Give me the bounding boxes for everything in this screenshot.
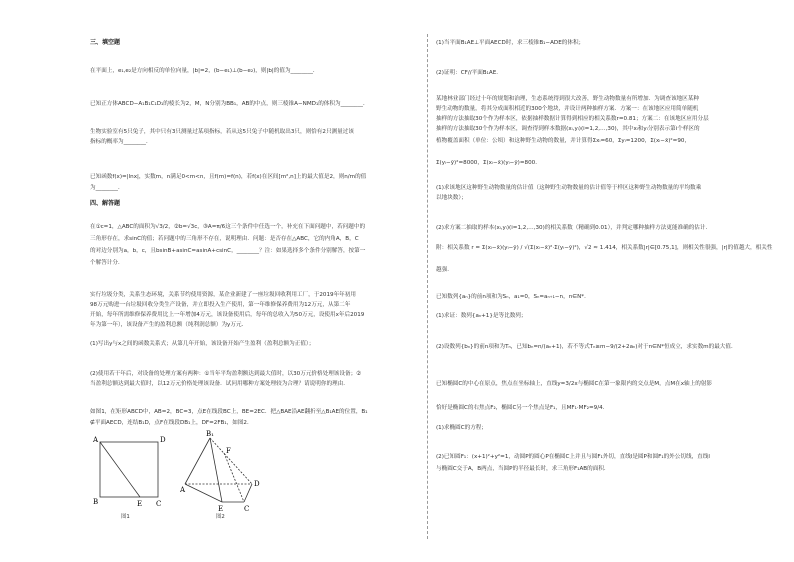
fig2-label-e: E	[218, 505, 224, 513]
question-22-line2: 恰好是椭圆C的右焦点F₂，椭圆C另一个焦点是F₁，且MF₁·MF₂=9/4．	[436, 405, 609, 411]
question-20-line6: Σ(yᵢ−ȳ)²=8000，Σ(xᵢ−x̄)(yᵢ−ȳ)=800．	[436, 160, 541, 166]
question-19-part2: (2)证明：CF//平面B₁AE．	[436, 70, 502, 76]
question-20-formula: 附：相关系数 r = Σ(xᵢ−x̄)(yᵢ−ȳ) / √(Σ(xᵢ−x̄)²·Σ(yᵢ−ȳ)²)，√2 ≈ 1.414，相关系数|r|∈[0.75,1]，则相关性很强，|r|的值越大，相关性	[436, 245, 773, 251]
question-20-line3: 抽样的方法抽取30个作为样本区，依据抽样数据计算得到相应的相关系数r=0.81；方案二：在该地区应用分层	[436, 116, 709, 122]
edge-b1d	[210, 438, 252, 484]
question-22-line1: 已知椭圆C的中心在原点，焦点在坐标轴上，直线y=3/2x与椭圆C在第一象限内的交点是M，点M在x轴上的射影	[436, 381, 713, 387]
figure-2-caption: 图2	[216, 514, 225, 520]
question-22-part2-line1: (2)已知圆F₁：(x+1)²+y²=1，动圆P的圆心P在椭圆C上并且与圆F₁外切，直线l是圆P和圆F₁的外公切线，直线l	[436, 454, 710, 460]
question-21-part1: (1)求证：数列{aₙ+1}是等比数列；	[436, 313, 527, 319]
fig2-label-b1: B₁	[206, 430, 214, 438]
edge-b1a	[185, 438, 210, 484]
question-19-line1: 如图1，在矩形ABCD中，AB=2，BC=3，点E在线段BC上，BE=2EC．把△BAE沿AE翻折至△B₁AE的位置，B₁	[90, 409, 368, 415]
question-17-line3: 的对边分别为a，b，c，且bsinB+asinC=asinA+csinC，________？注：如果选择多个条件分别解答，按第一	[90, 248, 366, 254]
section-solve: 四、解答题	[90, 200, 121, 207]
question-20-line2: 野生动物的数量，将其分成面积相近的300个地块，并设计两种抽样方案．方案一：在该地区应用简单随机	[436, 106, 699, 112]
question-21-line1: 已知数列{aₙ}的前n项和为Sₙ，a₁=0，Sₙ=aₙ₊₁−n，n∈N*．	[436, 294, 590, 300]
question-18-part2-line2: 当盈利总额达到最大值时，以12万元价格处理该设备．试问用哪种方案处理较为合理？请说明你的理由．	[90, 381, 349, 387]
question-15-line1: 生物实验室有5只兔子，其中只有3只测量过某项指标，若从这5只兔子中随机取出3只，则恰有2只测量过该	[90, 129, 354, 135]
question-20-part1-line2: 以地块数）；	[436, 195, 467, 201]
question-17-line4: 个解答计分．	[90, 260, 124, 266]
edge-cd	[244, 484, 252, 502]
fig1-label-d: D	[160, 436, 166, 444]
question-22-part1: (1)求椭圆C的方程；	[436, 425, 487, 431]
question-18-line3: 开始，每年所需维修保养费用比上一年增加4万元，该设备使用后，每年的总收入为50万元，设使用x年后2019	[90, 312, 365, 318]
column-divider	[427, 34, 428, 539]
fig2-label-f: F	[226, 447, 231, 455]
question-17-line1: 在①c=1，△ABC的面积为√3/2，②b=√3c，③A=π/6这三个条件中任选一个，补充在下面问题中，若问题中的	[90, 224, 366, 230]
fig1-label-a: A	[93, 436, 99, 444]
question-19-line2: ∉平面AECD，连结B₁D，点F在线段DB₁上，DF=2FB₁，如图2．	[90, 420, 253, 426]
question-20-part2: (2)求方案二抽取的样本(xᵢ,yᵢ)(i=1,2,…,30)的相关系数（精确到0.01），并判定哪种抽样方法更能准确的估计．	[436, 225, 712, 231]
segment-ae	[100, 442, 140, 497]
figure-1-caption: 图1	[121, 514, 130, 520]
question-22-part2-line2: 与椭圆C交于A，B两点，当圆P的半径最长时，求三角形F₁AB的面积．	[436, 466, 610, 472]
edge-fc	[224, 453, 244, 502]
question-20-line1: 某地林业部门经过十年的规划和治理，生态系统得到很大改善，野生动物数量有所增加．为调查该地区某种	[436, 96, 699, 102]
fig2-label-c: C	[244, 505, 250, 513]
rectangle-abcd	[100, 442, 158, 497]
question-21-part2: (2)设数列{bₙ}的前n项和为Tₙ，已知bₙ=n/(aₙ+1)，若不等式Tₙ≥m−9/(2+2aₙ)对于n∈N*恒成立，求实数m的最大值．	[436, 344, 737, 350]
figure-1-rectangle	[90, 428, 180, 518]
question-13: 在平面上，e₁,e₂是方向相反的单位向量，|b|=2，(b−e₁)⊥(b−e₂)，则|b|的值为________．	[90, 68, 319, 74]
question-19-part1: (1)当平面B₁AE⊥平面AECD时，求三棱锥B₁−ADE的体积；	[436, 40, 585, 46]
section-fill-blank: 三、填空题	[90, 39, 121, 46]
question-20-formula-end: 越强．	[436, 267, 453, 273]
fig1-label-b: B	[93, 498, 99, 506]
question-18-line4: 年为第一年），该设备产生的盈利总额（纯利润总额）为y万元．	[90, 322, 248, 328]
question-18-part1: (1)写出y与x之间的函数关系式；从第几年开始，该设备开始产生盈利（盈利总额为正值）；	[90, 341, 315, 347]
question-16-line2: 为________．	[90, 185, 124, 191]
edge-ae	[185, 484, 222, 502]
fig2-label-a: A	[180, 486, 186, 494]
fig1-label-e: E	[137, 500, 143, 508]
figure-2-pyramid	[180, 428, 270, 518]
question-20-line4: 抽样的方法抽取30个作为样本区，调查得到样本数据(xᵢ,yᵢ)(i=1,2,…,30)，其中xᵢ和yᵢ分别表示第i个样区的	[436, 126, 700, 132]
fig1-label-c: C	[156, 500, 162, 508]
edge-b1e	[210, 438, 222, 502]
question-16-line1: 已知函数f(x)=|lnx|，实数m，n满足0<m<n，且f(m)=f(n)，若f(x)在区间[m²,n]上的最大值是2，则n/m的值	[90, 174, 367, 180]
question-20-part1-line1: (1)求该地区这种野生动物数量的估计值（这种野生动物数量的估计值等于样区这种野生动物数量的平均数乘	[436, 185, 702, 191]
question-18-part2-line1: (2)使用若干年后，对设备的处理方案有两种：①当年平均盈利额达到最大值时，以30万元价格处理该设备；②	[90, 371, 362, 377]
question-18-line2: 98万元购进一台垃圾回收分类生产设备，并立即投入生产使用，第一年维修保养费用为12万元，从第二年	[90, 302, 351, 308]
question-20-line5: 植物覆盖面积（单位：公顷）和这种野生动物的数量，并计算得Σxᵢ=60，Σyᵢ=1200，Σ(xᵢ−x̄)²=90，	[436, 138, 691, 144]
fig2-label-d: D	[254, 480, 260, 488]
question-14: 已知正方体ABCD−A₁B₁C₁D₁的棱长为2，M，N分别为BB₁，AB的中点，则三棱锥A−NMD₁的体积为________．	[90, 101, 369, 107]
question-18-line1: 实行垃圾分类，关系生态环境，关系节约使用资源，某企业新建了一座垃圾回收利用工厂，于2019年年初用	[90, 292, 356, 298]
question-17-line2: 三角形存在，求sinC的值；若问题中的三角形不存在，说明理由．问题：是否存在△ABC，它的内角A，B，C	[90, 236, 359, 242]
question-15-line2: 指标的概率为________．	[90, 139, 152, 145]
